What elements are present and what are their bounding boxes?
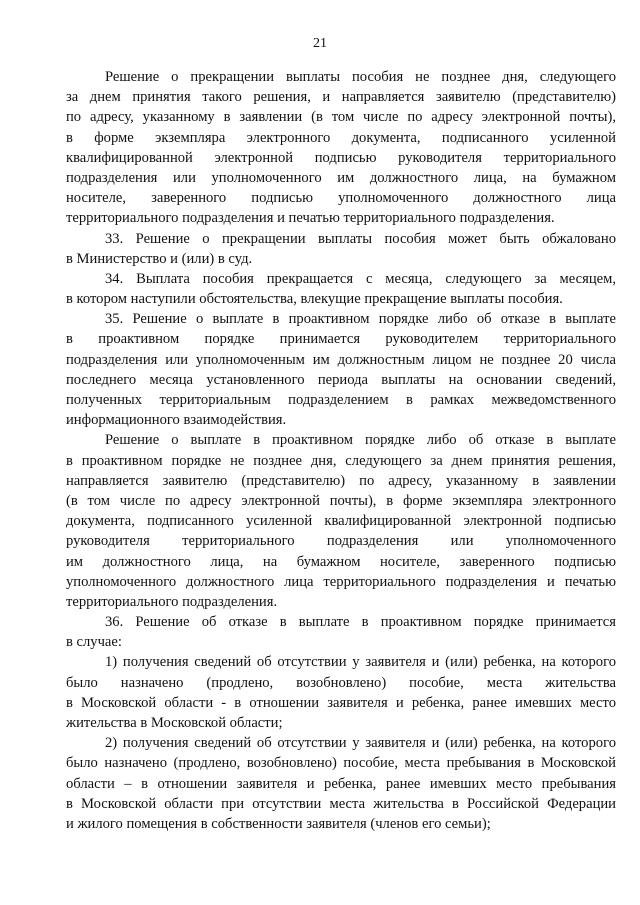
text-line: 34. Выплата пособия прекращается с месяца, следующего за месяцем,	[105, 270, 616, 287]
text-line: 35. Решение о выплате в проактивном порядке либо об отказе в выплате	[105, 311, 616, 328]
text-line: 36. Решение об отказе в выплате в проактивном порядке принимается	[105, 614, 616, 631]
text-line: руководителя территориального подразделения или уполномоченного	[66, 533, 616, 550]
text-line: полученных территориальным подразделением в рамках межведомственного	[66, 392, 616, 408]
text-line: носителе, заверенного подписью уполномоченного должностного лица	[66, 190, 616, 207]
document-body	[66, 67, 616, 834]
text-line: 2) получения сведений об отсутствии у заявителя и (или) ребенка, на которого	[105, 735, 616, 752]
text-line: 33. Решение о прекращении выплаты пособия может быть обжаловано	[105, 230, 616, 247]
text-line: документа, подписанного усиленной квалифицированной электронной подписью	[66, 513, 616, 530]
text-line: по адресу, указанному в заявлении (в том числе по адресу электронной почты),	[66, 109, 616, 126]
text-line: Решение о прекращении выплаты пособия не позднее дня, следующего	[105, 69, 616, 85]
text-line: Решение о выплате в проактивном порядке либо об отказе в выплате	[105, 432, 616, 449]
text-line: в проактивном порядке не позднее дня, следующего за днем принятия решения,	[66, 452, 616, 469]
text-line: в Московской области - в отношении заявителя и ребенка, ранее имевших место	[66, 694, 616, 711]
text-line: было назначено (продлено, возобновлено) пособие, места пребывания в Московской	[66, 755, 616, 772]
text-line: в Министерство и (или) в суд.	[66, 250, 253, 267]
text-line: последнего месяца установленного периода выплаты на основании сведений,	[66, 371, 616, 388]
text-line: уполномоченного должностного лица территориального подразделения и печатью	[66, 573, 616, 590]
text-line: квалифицированной электронной подписью руководителя территориального	[66, 149, 616, 166]
text-line: в Московской области при отсутствии места жительства в Российской Федерации	[66, 795, 616, 812]
text-line: направляется заявителю (представителю) по адресу, указанному в заявлении	[66, 472, 616, 489]
text-line: информационного взаимодействия.	[66, 412, 287, 429]
text-line: в проактивном порядке принимается руководителем территориального	[66, 331, 616, 348]
text-line: в случае:	[66, 634, 122, 651]
text-line: подразделения или уполномоченным им должностным лицом не позднее 20 числа	[66, 351, 616, 368]
text-line: и жилого помещения в собственности заявителя (членов его семьи);	[66, 815, 491, 832]
text-line: области – в отношении заявителя и ребенка, ранее имевших место пребывания	[66, 775, 616, 792]
text-line: (в том числе по адресу электронной почты), в форме экземпляра электронного	[66, 492, 616, 509]
text-line: им должностного лица, на бумажном носителе, заверенного подписью	[66, 553, 616, 570]
text-line: 1) получения сведений об отсутствии у заявителя и (или) ребенка, на которого	[105, 654, 616, 671]
text-line: в форме экземпляра электронного документа, подписанного усиленной	[66, 129, 616, 146]
text-line: в котором наступили обстоятельства, влекущие прекращение выплаты пособия.	[66, 291, 563, 308]
text-line: территориального подразделения и печатью территориального подразделения.	[66, 210, 555, 227]
text-line: территориального подразделения.	[66, 593, 278, 610]
text-line: подразделения или уполномоченного им должностного лица, на бумажном	[66, 169, 616, 186]
text-line: жительства в Московской области;	[66, 715, 283, 731]
text-line: за днем принятия такого решения, и направляется заявителю (представителю)	[66, 89, 616, 106]
page-number: 21	[313, 36, 327, 51]
text-line: было назначено (продлено, возобновлено) пособие, места жительства	[66, 674, 616, 691]
